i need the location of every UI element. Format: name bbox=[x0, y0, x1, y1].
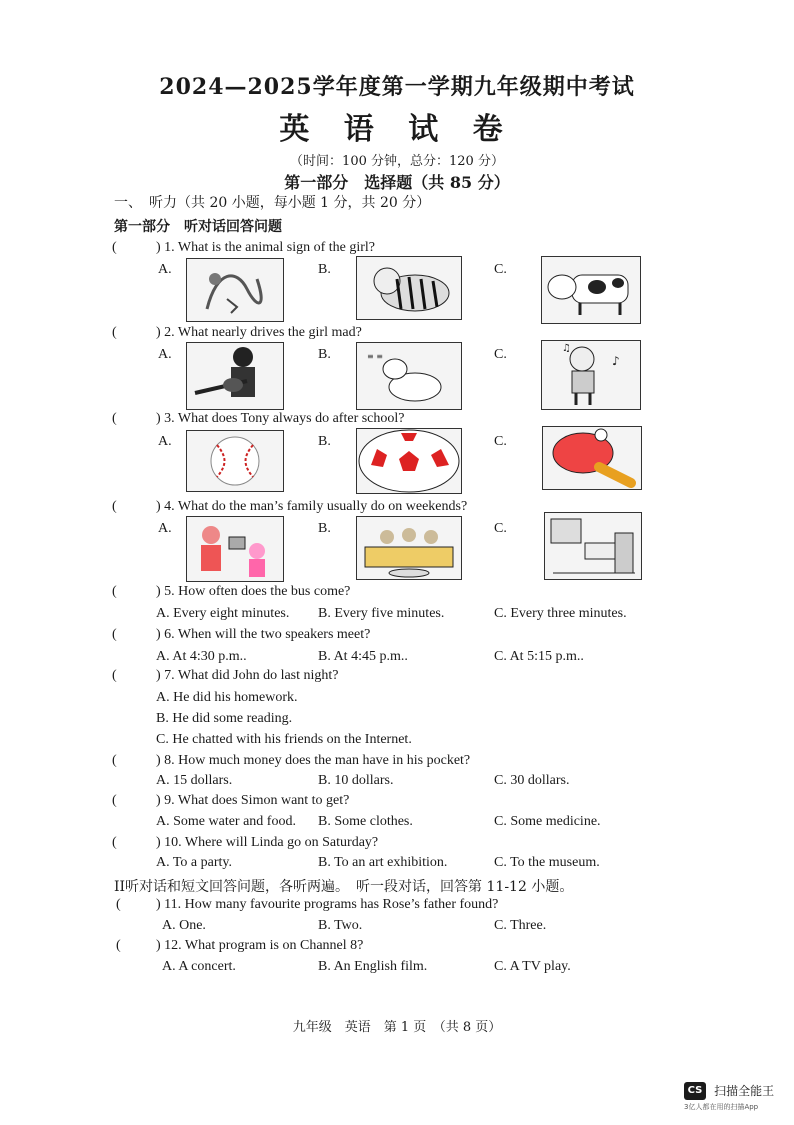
time-info: （时间：100 分钟，总分：120 分） bbox=[290, 154, 504, 169]
question-5: ( ) 5. How often does the bus come? bbox=[112, 584, 351, 599]
q11-option-a: A. One. bbox=[162, 918, 206, 933]
question-8: ( ) 8. How much money does the man have in his pocket? bbox=[112, 753, 471, 768]
dragon-picture bbox=[186, 258, 284, 322]
ping-pong-paddle-picture bbox=[542, 426, 642, 490]
q4-option-c-label: C. bbox=[494, 521, 507, 536]
subject-title: 英 语 试 卷 bbox=[279, 112, 515, 147]
camscanner-tagline: 3亿人都在用的扫描App bbox=[684, 1103, 759, 1111]
q3-option-b-label: B. bbox=[318, 434, 331, 449]
question-10: ( ) 10. Where will Linda go on Saturday? bbox=[112, 835, 379, 850]
family-talking-picture bbox=[186, 516, 284, 582]
q4-option-a-label: A. bbox=[158, 521, 172, 536]
q9-option-b: B. Some clothes. bbox=[318, 814, 413, 829]
question-11: ( ) 11. How many favourite programs has Rose’s father found? bbox=[116, 897, 499, 912]
guitar-player-picture bbox=[186, 342, 284, 410]
singing-boy-picture bbox=[541, 340, 641, 410]
q1-option-a-label: A. bbox=[158, 262, 172, 277]
q3-option-c-label: C. bbox=[494, 434, 507, 449]
q12-option-b: B. An English film. bbox=[318, 959, 428, 974]
q8-option-a: A. 15 dollars. bbox=[156, 773, 233, 788]
barking-dog-picture bbox=[356, 342, 462, 410]
q8-option-c: C. 30 dollars. bbox=[494, 773, 570, 788]
q5-option-c: C. Every three minutes. bbox=[494, 606, 627, 621]
q7-option-b: B. He did some reading. bbox=[156, 711, 293, 726]
q9-option-c: C. Some medicine. bbox=[494, 814, 601, 829]
svg-text:♪: ♪ bbox=[612, 354, 620, 368]
q11-option-c: C. Three. bbox=[494, 918, 547, 933]
q7-option-a: A. He did his homework. bbox=[156, 690, 298, 705]
q2-option-c-label: C. bbox=[494, 347, 507, 362]
part-heading: 第一部分 选择题（共 85 分） bbox=[284, 173, 510, 192]
q6-option-c: C. At 5:15 p.m.. bbox=[494, 649, 584, 664]
question-6: ( ) 6. When will the two speakers meet? bbox=[112, 627, 371, 642]
baseball-picture bbox=[186, 430, 284, 492]
q5-option-b: B. Every five minutes. bbox=[318, 606, 445, 621]
family-sofa-picture bbox=[356, 516, 462, 580]
q1-option-b-label: B. bbox=[318, 262, 331, 277]
question-9: ( ) 9. What does Simon want to get? bbox=[112, 793, 350, 808]
tiger-picture bbox=[356, 256, 462, 320]
listening-heading: 一、 听力（共 20 小题，每小题 1 分，共 20 分） bbox=[114, 195, 431, 211]
q12-option-a: A. A concert. bbox=[162, 959, 236, 974]
q4-option-b-label: B. bbox=[318, 521, 331, 536]
camscanner-watermark bbox=[684, 1080, 775, 1111]
q12-option-c: C. A TV play. bbox=[494, 959, 571, 974]
part2-heading: II听对话和短文回答问题，各听两遍。 听一段对话，回答第 11-12 小题。 bbox=[114, 879, 574, 895]
svg-text:≡ ≡: ≡ ≡ bbox=[367, 352, 383, 361]
q6-option-a: A. At 4:30 p.m.. bbox=[156, 649, 247, 664]
camscanner-logo-icon: CS bbox=[684, 1082, 706, 1100]
question-1: ( ) 1. What is the animal sign of the girl? bbox=[112, 240, 376, 255]
q7-option-c: C. He chatted with his friends on the Internet. bbox=[156, 732, 412, 747]
question-2: ( ) 2. What nearly drives the girl mad? bbox=[112, 325, 362, 340]
q8-option-b: B. 10 dollars. bbox=[318, 773, 394, 788]
question-3: ( ) 3. What does Tony always do after school? bbox=[112, 411, 405, 426]
soccer-ball-picture bbox=[356, 428, 462, 494]
q1-option-c-label: C. bbox=[494, 262, 507, 277]
svg-text:♫: ♫ bbox=[562, 343, 571, 354]
q2-option-b-label: B. bbox=[318, 347, 331, 362]
q11-option-b: B. Two. bbox=[318, 918, 363, 933]
question-7: ( ) 7. What did John do last night? bbox=[112, 668, 339, 683]
q9-option-a: A. Some water and food. bbox=[156, 814, 296, 829]
camscanner-name: 扫描全能王 bbox=[714, 1084, 775, 1098]
q10-option-b: B. To an art exhibition. bbox=[318, 855, 448, 870]
q5-option-a: A. Every eight minutes. bbox=[156, 606, 290, 621]
cow-picture bbox=[541, 256, 641, 324]
q10-option-c: C. To the museum. bbox=[494, 855, 600, 870]
question-12: ( ) 12. What program is on Channel 8? bbox=[116, 938, 364, 953]
living-room-picture bbox=[544, 512, 642, 580]
q2-option-a-label: A. bbox=[158, 347, 172, 362]
q6-option-b: B. At 4:45 p.m.. bbox=[318, 649, 408, 664]
question-4: ( ) 4. What do the man’s family usually do on weekends? bbox=[112, 499, 468, 514]
exam-title: 2024—2025学年度第一学期九年级期中考试 bbox=[159, 74, 635, 100]
listening-subheading: 第一部分 听对话回答问题 bbox=[114, 219, 282, 235]
q3-option-a-label: A. bbox=[158, 434, 172, 449]
page-footer: 九年级 英语 第 1 页 （共 8 页） bbox=[292, 1020, 502, 1035]
q10-option-a: A. To a party. bbox=[156, 855, 233, 870]
